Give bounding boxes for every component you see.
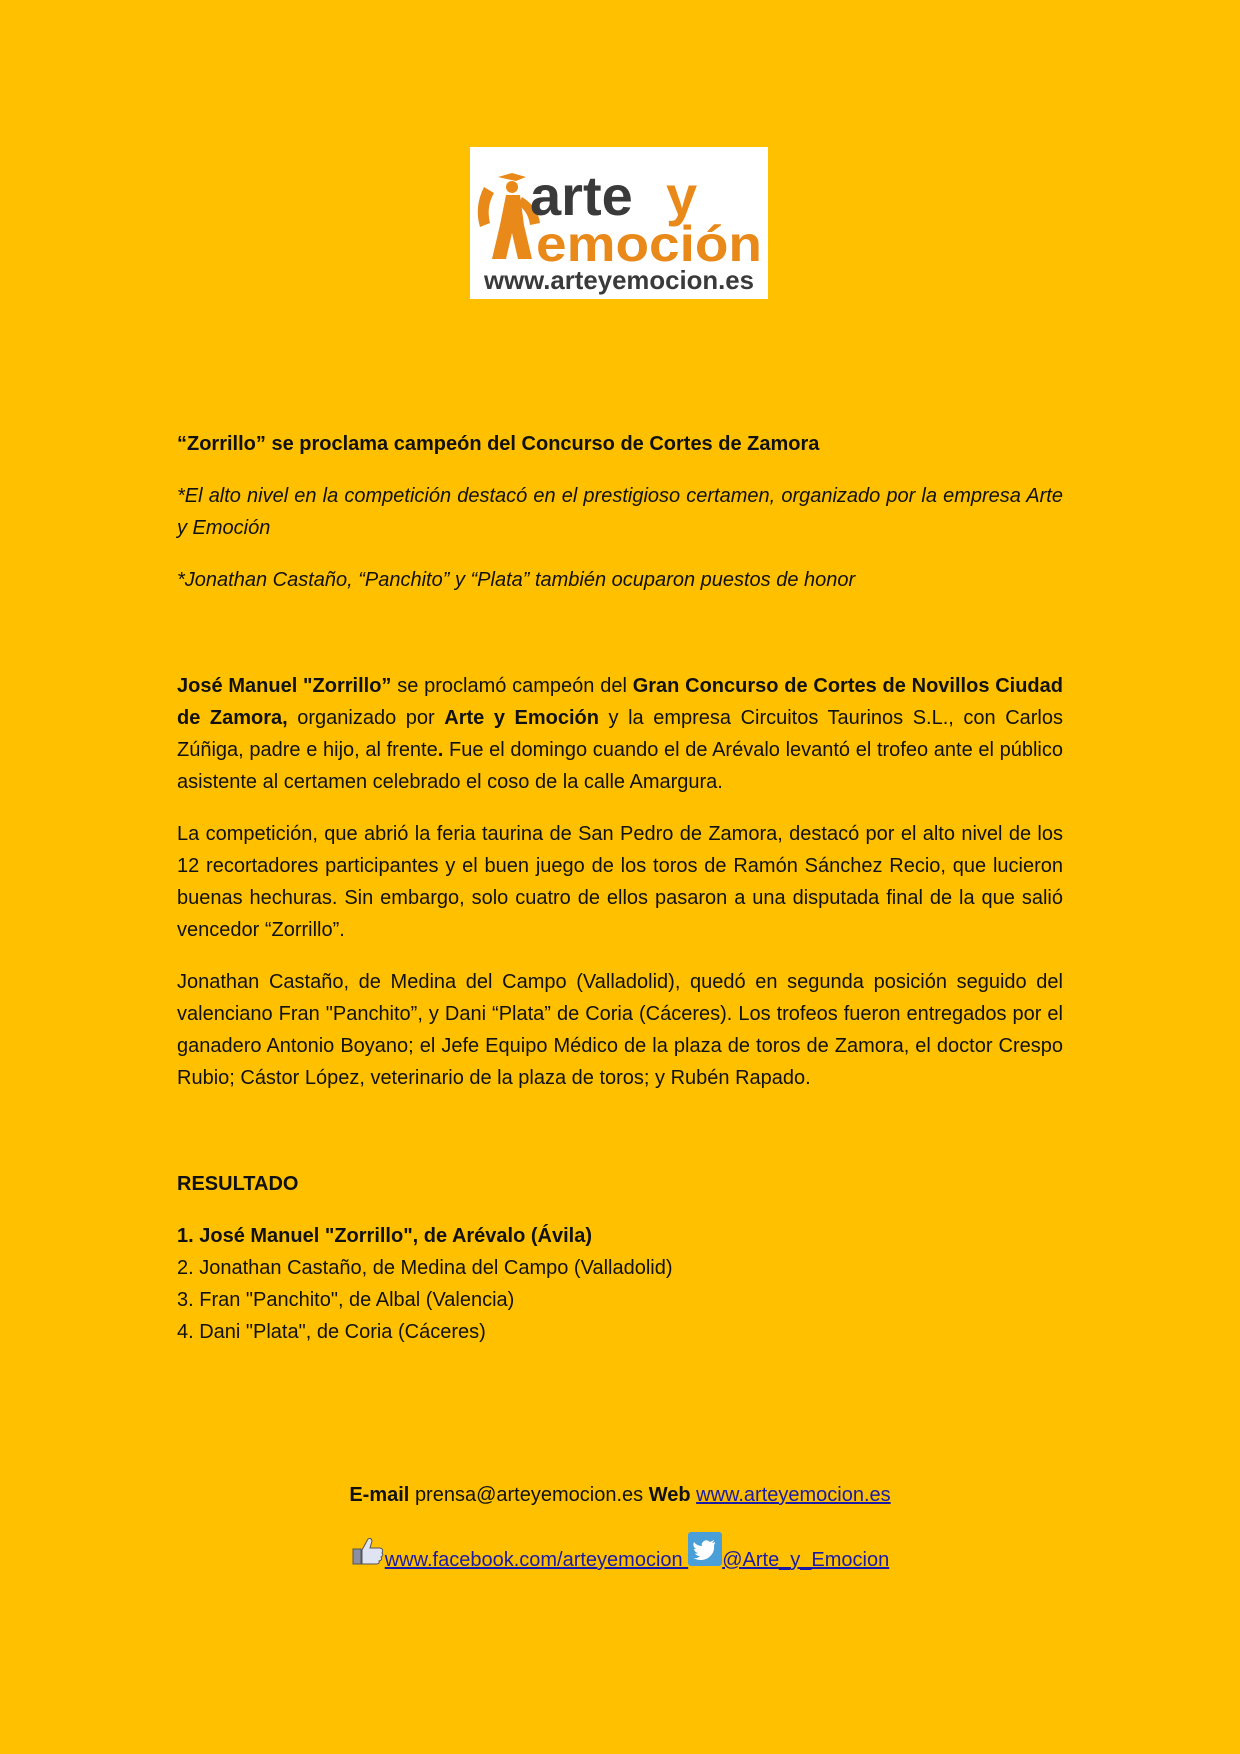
organizer-name: Arte y Emoción [444,707,599,729]
p1-bold-period: . [437,739,444,761]
article-paragraph-3: Jonathan Castaño, de Medina del Campo (Valladolid), quedó en segunda posición seguido del valenciano Fran "Panchito”, y Dani “Plata” de Coria (Cáceres). Los trofeos fueron entregados por el ganadero Antonio Boyano; el Jefe Equipo Médico de la plaza de toros de Zamora, el doctor Crespo Rubio; Cástor López, veterinario de la plaza de toros; y Rubén Rapado. [177,971,1063,1089]
facebook-link[interactable]: www.facebook.com/arteyemocion [384,1549,689,1571]
p1-text-b: organizado por [287,707,445,729]
result-item: 4. Dani "Plata", de Coria (Cáceres) [177,1321,486,1343]
logo-emocion-text: emoción [536,216,762,272]
p1-text-d: Fue el domingo cuando el de Arévalo levantó el trofeo ante el público asistente al certamen celebrado el coso de la calle Amargura. [177,739,1063,793]
twitter-link[interactable]: @Arte_y_Emocion [722,1549,890,1571]
contest-name: Gran Concurso de Cortes de Novillos Ciudad de Zamora, [177,675,1063,729]
twitter-icon [688,1532,722,1575]
logo-y-text: y [666,164,698,227]
p1-text-c: y la empresa Circuitos Taurinos S.L., con Carlos Zúñiga, padre e hijo, al frente [177,707,1063,761]
result-item: 3. Fran "Panchito", de Albal (Valencia) [177,1289,515,1311]
article-paragraph-2: La competición, que abrió la feria taurina de San Pedro de Zamora, destacó por el alto nivel de los 12 recortadores participantes y el buen juego de los toros de Ramón Sánchez Recio, que lucieron buenas hechuras. Sin embargo, solo cuatro de ellos pasaron a una disputada final de la que salió vencedor “Zorrillo”. [177,823,1063,941]
web-label: Web [648,1484,691,1506]
email-address: prensa@arteyemocion.es [414,1484,644,1506]
result-item: 1. José Manuel "Zorrillo", de Arévalo (Ávila) [177,1225,592,1247]
email-label: E-mail [349,1484,410,1506]
winner-name: José Manuel "Zorrillo” [177,675,392,697]
website-link[interactable]: www.arteyemocion.es [696,1484,891,1506]
footer-social [0,1532,1240,1575]
thumbs-up-icon [351,1536,385,1575]
arte-y-emocion-logo [470,147,768,299]
article-subhead-2: *Jonathan Castaño, “Panchito” y “Plata” también ocuparon puestos de honor [177,569,856,591]
article-subhead-1: *El alto nivel en la competición destacó en el prestigioso certamen, organizado por la empresa Arte y Emoción [177,485,1063,539]
logo-url-text: www.arteyemocion.es [483,265,754,295]
footer-contact [0,1480,1240,1510]
article-content [177,428,1063,1348]
results-title: RESULTADO [177,1173,299,1195]
p1-text-a: se proclamó campeón del [391,675,633,697]
article-headline: “Zorrillo” se proclama campeón del Concurso de Cortes de Zamora [177,433,820,455]
logo-arte-text: arte [530,164,633,227]
result-item: 2. Jonathan Castaño, de Medina del Campo (Valladolid) [177,1257,673,1279]
results-list [177,1220,1063,1348]
logo-graphic [470,147,768,299]
article-paragraph-1 [177,670,1063,798]
